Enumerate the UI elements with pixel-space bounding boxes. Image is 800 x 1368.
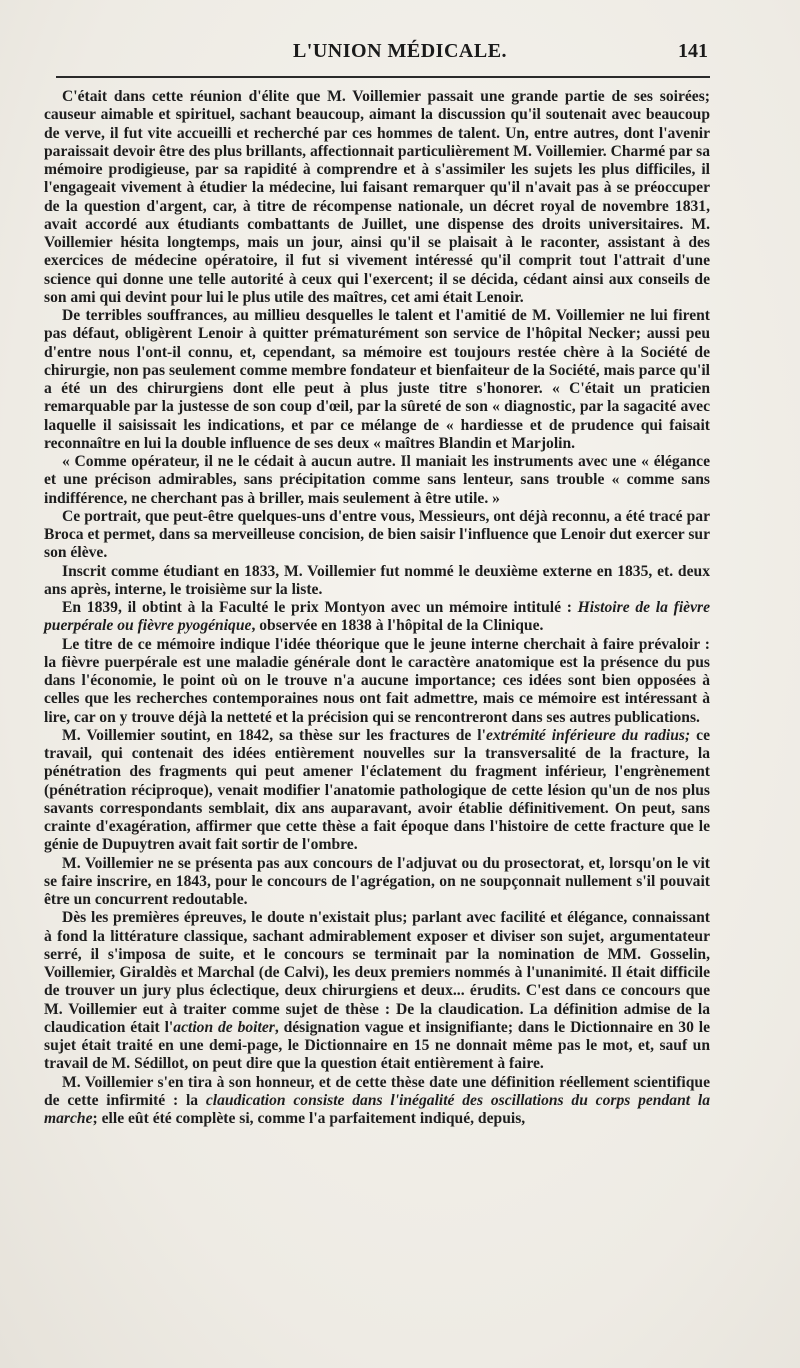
text-run: , observée en 1838 à l'hôpital de la Clinique. [251, 617, 544, 635]
text-run: M. Voillemier ne se présenta pas aux concours de l'adjuvat ou du prosectorat, et, lorsqu'on le vit se faire inscrire, en 1843, pour le concours de l'agrégation, on ne soupçonnait nullement s'il pouvait être un concurrent redoutable. [44, 854, 710, 908]
running-header [0, 40, 800, 74]
page-number: 141 [678, 40, 708, 62]
paragraph [44, 727, 710, 855]
italic-text: claudication consiste dans l'inégalité des oscillations du corps pendant la marche [44, 1091, 710, 1127]
paragraph [44, 508, 710, 563]
italic-text: action de boiter [173, 1018, 275, 1036]
text-run: Le titre de ce mémoire indique l'idée théorique que le jeune interne cherchait à faire prévaloir : la fièvre puerpérale est une maladie générale dont le caractère anatomique est la présence du pus dans l'économie, le point où on le trouve n'a aucune importance; ces idées sont bien opposées à celles que les recherches contemporaines nous ont fait admettre, mais ce mémoire est intéressant à lire, car on y trouve déjà la netteté et la précision qui se rencontreront dans ses autres publications. [44, 635, 710, 726]
paragraph [44, 599, 710, 636]
paragraph [44, 636, 710, 727]
paragraph [44, 453, 710, 508]
paragraph [44, 855, 710, 910]
text-run: De terribles souffrances, au millieu desquelles le talent et l'amitié de M. Voillemier ne lui firent pas défaut, obligèrent Lenoir à quitter prématurément son service de l'hôpital Necker; aussi peu d'entre nous l'ont-il connu, et, cependant, sa mémoire est toujours restée chère à la Société de chirurgie, non pas seulement comme membre fondateur et bienfaiteur de la Société, mais parce qu'il a été un des chirurgiens dont elle peut à plus juste titre s'honorer. « C'était un praticien remarquable par la justesse de son coup d'œil, par la sûreté de son « diagnostic, par la sagacité avec laquelle il saisissait les indications, et par ce mélange de « hardiesse et de prudence qui faisait reconnaître en lui la double influence de ses deux « maîtres Blandin et Marjolin. [44, 307, 710, 452]
header-rule [56, 76, 710, 78]
text-run: Dès les premières épreuves, le doute n'existait plus; parlant avec facilité et élégance, connaissant à fond la littérature classique, sachant admirablement exposer et diviser son sujet, argumentateur serré, il s'imposa de suite, et le concours se terminait par la nomination de MM. Gosselin, Voillemier, Giraldès et Marchal (de Calvi), les deux premiers nommés à l'unanimité. Il était difficile de trouver un jury plus éclectique, deux chirurgiens et deux... érudits. C'est dans ce concours que M. Voillemier eut à traiter comme sujet de thèse : De la claudication. La définition admise de la claudication était l' [44, 909, 710, 1036]
text-run: M. Voillemier s'en tira à son honneur, et de cette thèse date une définition réellement scientifique de cette infirmité : la [44, 1073, 710, 1109]
body-text [44, 88, 710, 1128]
italic-text: Histoire de la fièvre puerpérale ou fièvre pyogénique [44, 599, 710, 635]
italic-text: extrémité inférieure du radius; [485, 726, 691, 744]
text-run: ; elle eût été complète si, comme l'a parfaitement indiqué, depuis, [92, 1110, 526, 1127]
text-run: Inscrit comme étudiant en 1833, M. Voillemier fut nommé le deuxième externe en 1835, et. deux ans après, interne, le troisième sur la liste. [44, 562, 710, 598]
paragraph [44, 88, 710, 307]
paragraph [44, 909, 710, 1073]
text-run: « Comme opérateur, il ne le cédait à aucun autre. Il maniait les instruments avec une « élégance et une précison admirables, sans précipitation comme sans lenteur, sans trouble « comme sans indifférence, ne cherchant pas à briller, mais seulement à être utile. » [44, 453, 710, 507]
text-run: M. Voillemier soutint, en 1842, sa thèse sur les fractures de l' [62, 726, 486, 744]
journal-title: L'UNION MÉDICALE. [292, 40, 508, 62]
text-run: , désignation vague et insignifiante; dans le Dictionnaire en 30 le sujet était traité en une demi-page, le Dictionnaire en 15 ne donnait même pas le mot, et, sauf un travail de M. Sédillot, on peut dire que la question était entièrement à faire. [44, 1018, 710, 1073]
text-run: C'était dans cette réunion d'élite que M. Voillemier passait une grande partie de ses soirées; causeur aimable et spirituel, sachant beaucoup, aimant la discussion qu'il soutenait avec beaucoup de verve, il fut vite accueilli et recherché par ces hommes de talent. Un, entre autres, dont l'avenir paraissait devoir être des plus brillants, affectionnait particulièrement M. Voillemier. Charmé par sa mémoire prodigieuse, par sa rapidité à comprendre et à s'assimiler les sujets les plus difficiles, il l'engageait vivement à étudier la médecine, lui faisant remarquer qu'il n'avait pas à se préoccuper de la question d'argent, car, à titre de récompense nationale, un décret royal de novembre 1831, avait accordé aux étudiants combattants de Juillet, une dispense des droits universitaires. M. Voillemier hésita longtemps, mais un jour, ainsi qu'il se plaisait à le raconter, assistant à des exercices de médecine opératoire, il fut si vivement intéressé qu'il comprit tout l'attrait d'une science qui donne une telle autorité à ceux qui l'exercent; il se décida, cédant ainsi aux conseils de son ami qui devint pour lui le plus utile des maîtres, cet ami était Lenoir. [44, 88, 710, 306]
paragraph [44, 307, 710, 453]
text-run: En 1839, il obtint à la Faculté le prix Montyon avec un mémoire intitulé : [62, 599, 578, 616]
text-run: Ce portrait, que peut-être quelques-uns d'entre vous, Messieurs, ont déjà reconnu, a été tracé par Broca et permet, dans sa merveilleuse concision, de bien saisir l'influence que Lenoir dut exercer sur son élève. [44, 507, 711, 562]
paragraph [44, 563, 710, 600]
text-run: ce travail, qui contenait des idées entièrement nouvelles sur la transversalité de la fracture, la pénétration des fragments qui peut amener l'éclatement du fragment inférieur, l'engrènement (pénétration réciproque), venait modifier l'anatomie pathologique de cette lésion qu'un de nos plus savants correspondants semblait, dix ans auparavant, avoir établie définitivement. On peut, sans crainte d'exagération, affirmer que cette thèse a fait époque dans l'histoire de cette fracture que le génie de Dupuytren avait fait sortir de l'ombre. [44, 726, 710, 854]
paragraph [44, 1074, 710, 1129]
